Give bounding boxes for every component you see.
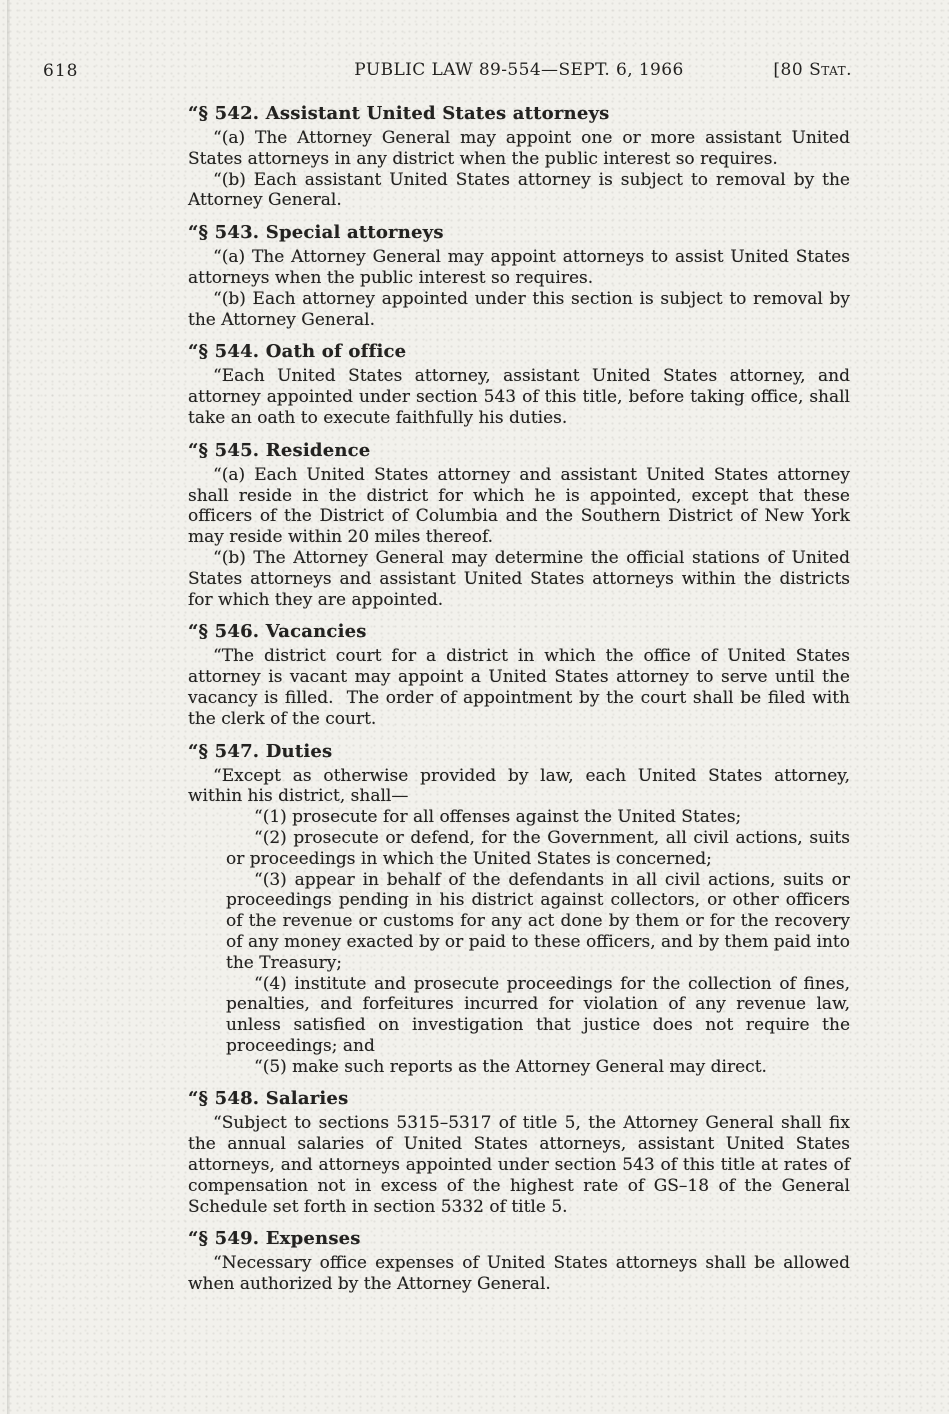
numbered-clause: “(4) institute and prosecute proceedings for the collection of fines, penalties, and forfeitures incurred for violation of any revenue law, unless satisfied on investigation that justice does not require the proceedings; and bbox=[226, 973, 850, 1056]
section-543 bbox=[188, 222, 850, 330]
paragraph: “Each United States attorney, assistant United States attorney, and attorney appointed under section 543 of this title, before taking office, shall take an oath to execute faithfully his duties. bbox=[188, 366, 850, 428]
section-heading: “§ 549. Expenses bbox=[188, 1228, 361, 1250]
page-number: 618 bbox=[43, 61, 79, 81]
paragraph: “(b) Each assistant United States attorney is subject to removal by the Attorney General. bbox=[188, 169, 850, 211]
paragraph: “(b) Each attorney appointed under this section is subject to removal by the Attorney General. bbox=[188, 288, 850, 330]
paragraph: “Subject to sections 5315–5317 of title 5, the Attorney General shall fix the annual salaries of United States attorneys, assistant United States attorneys, and attorneys appointed under section 543 of this title at rates of compensation not in excess of the highest rate of GS–18 of the General Schedule set forth in section 5332 of title 5. bbox=[188, 1113, 850, 1217]
numbered-clause: “(2) prosecute or defend, for the Government, all civil actions, suits or proceedings in which the United States is concerned; bbox=[226, 827, 850, 869]
stat-citation: [80 Stat. bbox=[773, 60, 852, 80]
section-heading: “§ 544. Oath of office bbox=[188, 341, 407, 363]
statute-body bbox=[188, 92, 850, 1295]
paragraph: “Except as otherwise provided by law, each United States attorney, within his district, shall— bbox=[188, 765, 850, 807]
section-heading: “§ 543. Special attorneys bbox=[188, 222, 444, 244]
section-546 bbox=[188, 621, 850, 729]
paragraph: “(b) The Attorney General may determine the official stations of United States attorneys and assistant United States attorneys within the districts for which they are appointed. bbox=[188, 547, 850, 610]
law-title: PUBLIC LAW 89-554—SEPT. 6, 1966 bbox=[354, 60, 684, 80]
paragraph: “(a) Each United States attorney and assistant United States attorney shall reside in the district for which he is appointed, except that these officers of the District of Columbia and the Southern District of New York may reside within 20 miles thereof. bbox=[188, 464, 850, 548]
section-heading: “§ 547. Duties bbox=[188, 740, 333, 762]
section-heading: “§ 545. Residence bbox=[188, 439, 371, 461]
section-544 bbox=[188, 341, 850, 428]
section-542 bbox=[188, 103, 850, 211]
paragraph: “(a) The Attorney General may appoint attorneys to assist United States attorneys when the public interest so requires. bbox=[188, 247, 850, 288]
paragraph: “(a) The Attorney General may appoint one or more assistant United States attorneys in any district when the public interest so requires. bbox=[188, 128, 850, 169]
section-heading: “§ 542. Assistant United States attorneys bbox=[188, 103, 610, 124]
section-548 bbox=[188, 1088, 850, 1217]
numbered-clause: “(1) prosecute for all offenses against the United States; bbox=[254, 807, 742, 828]
page-scan-edge bbox=[7, 0, 10, 1414]
section-heading: “§ 548. Salaries bbox=[188, 1088, 349, 1110]
paragraph: “The district court for a district in which the office of United States attorney is vacant may appoint a United States attorney to serve until the vacancy is filled. The order of appointment by the court shall be filed with the clerk of the court. bbox=[188, 646, 850, 729]
paragraph: “Necessary office expenses of United States attorneys shall be allowed when authorized by the Attorney General. bbox=[188, 1253, 850, 1295]
section-549 bbox=[188, 1228, 850, 1295]
numbered-clause: “(5) make such reports as the Attorney General may direct. bbox=[254, 1056, 767, 1077]
section-547 bbox=[188, 741, 850, 1078]
numbered-clause: “(3) appear in behalf of the defendants in all civil actions, suits or proceedings pending in his district against collectors, or other officers of the revenue or customs for any act done by them or for the recovery of any money exacted by or paid to these officers, and by them paid into the Treasury; bbox=[226, 869, 850, 973]
running-header bbox=[0, 60, 949, 84]
section-heading: “§ 546. Vacancies bbox=[188, 621, 367, 643]
section-545 bbox=[188, 440, 850, 611]
